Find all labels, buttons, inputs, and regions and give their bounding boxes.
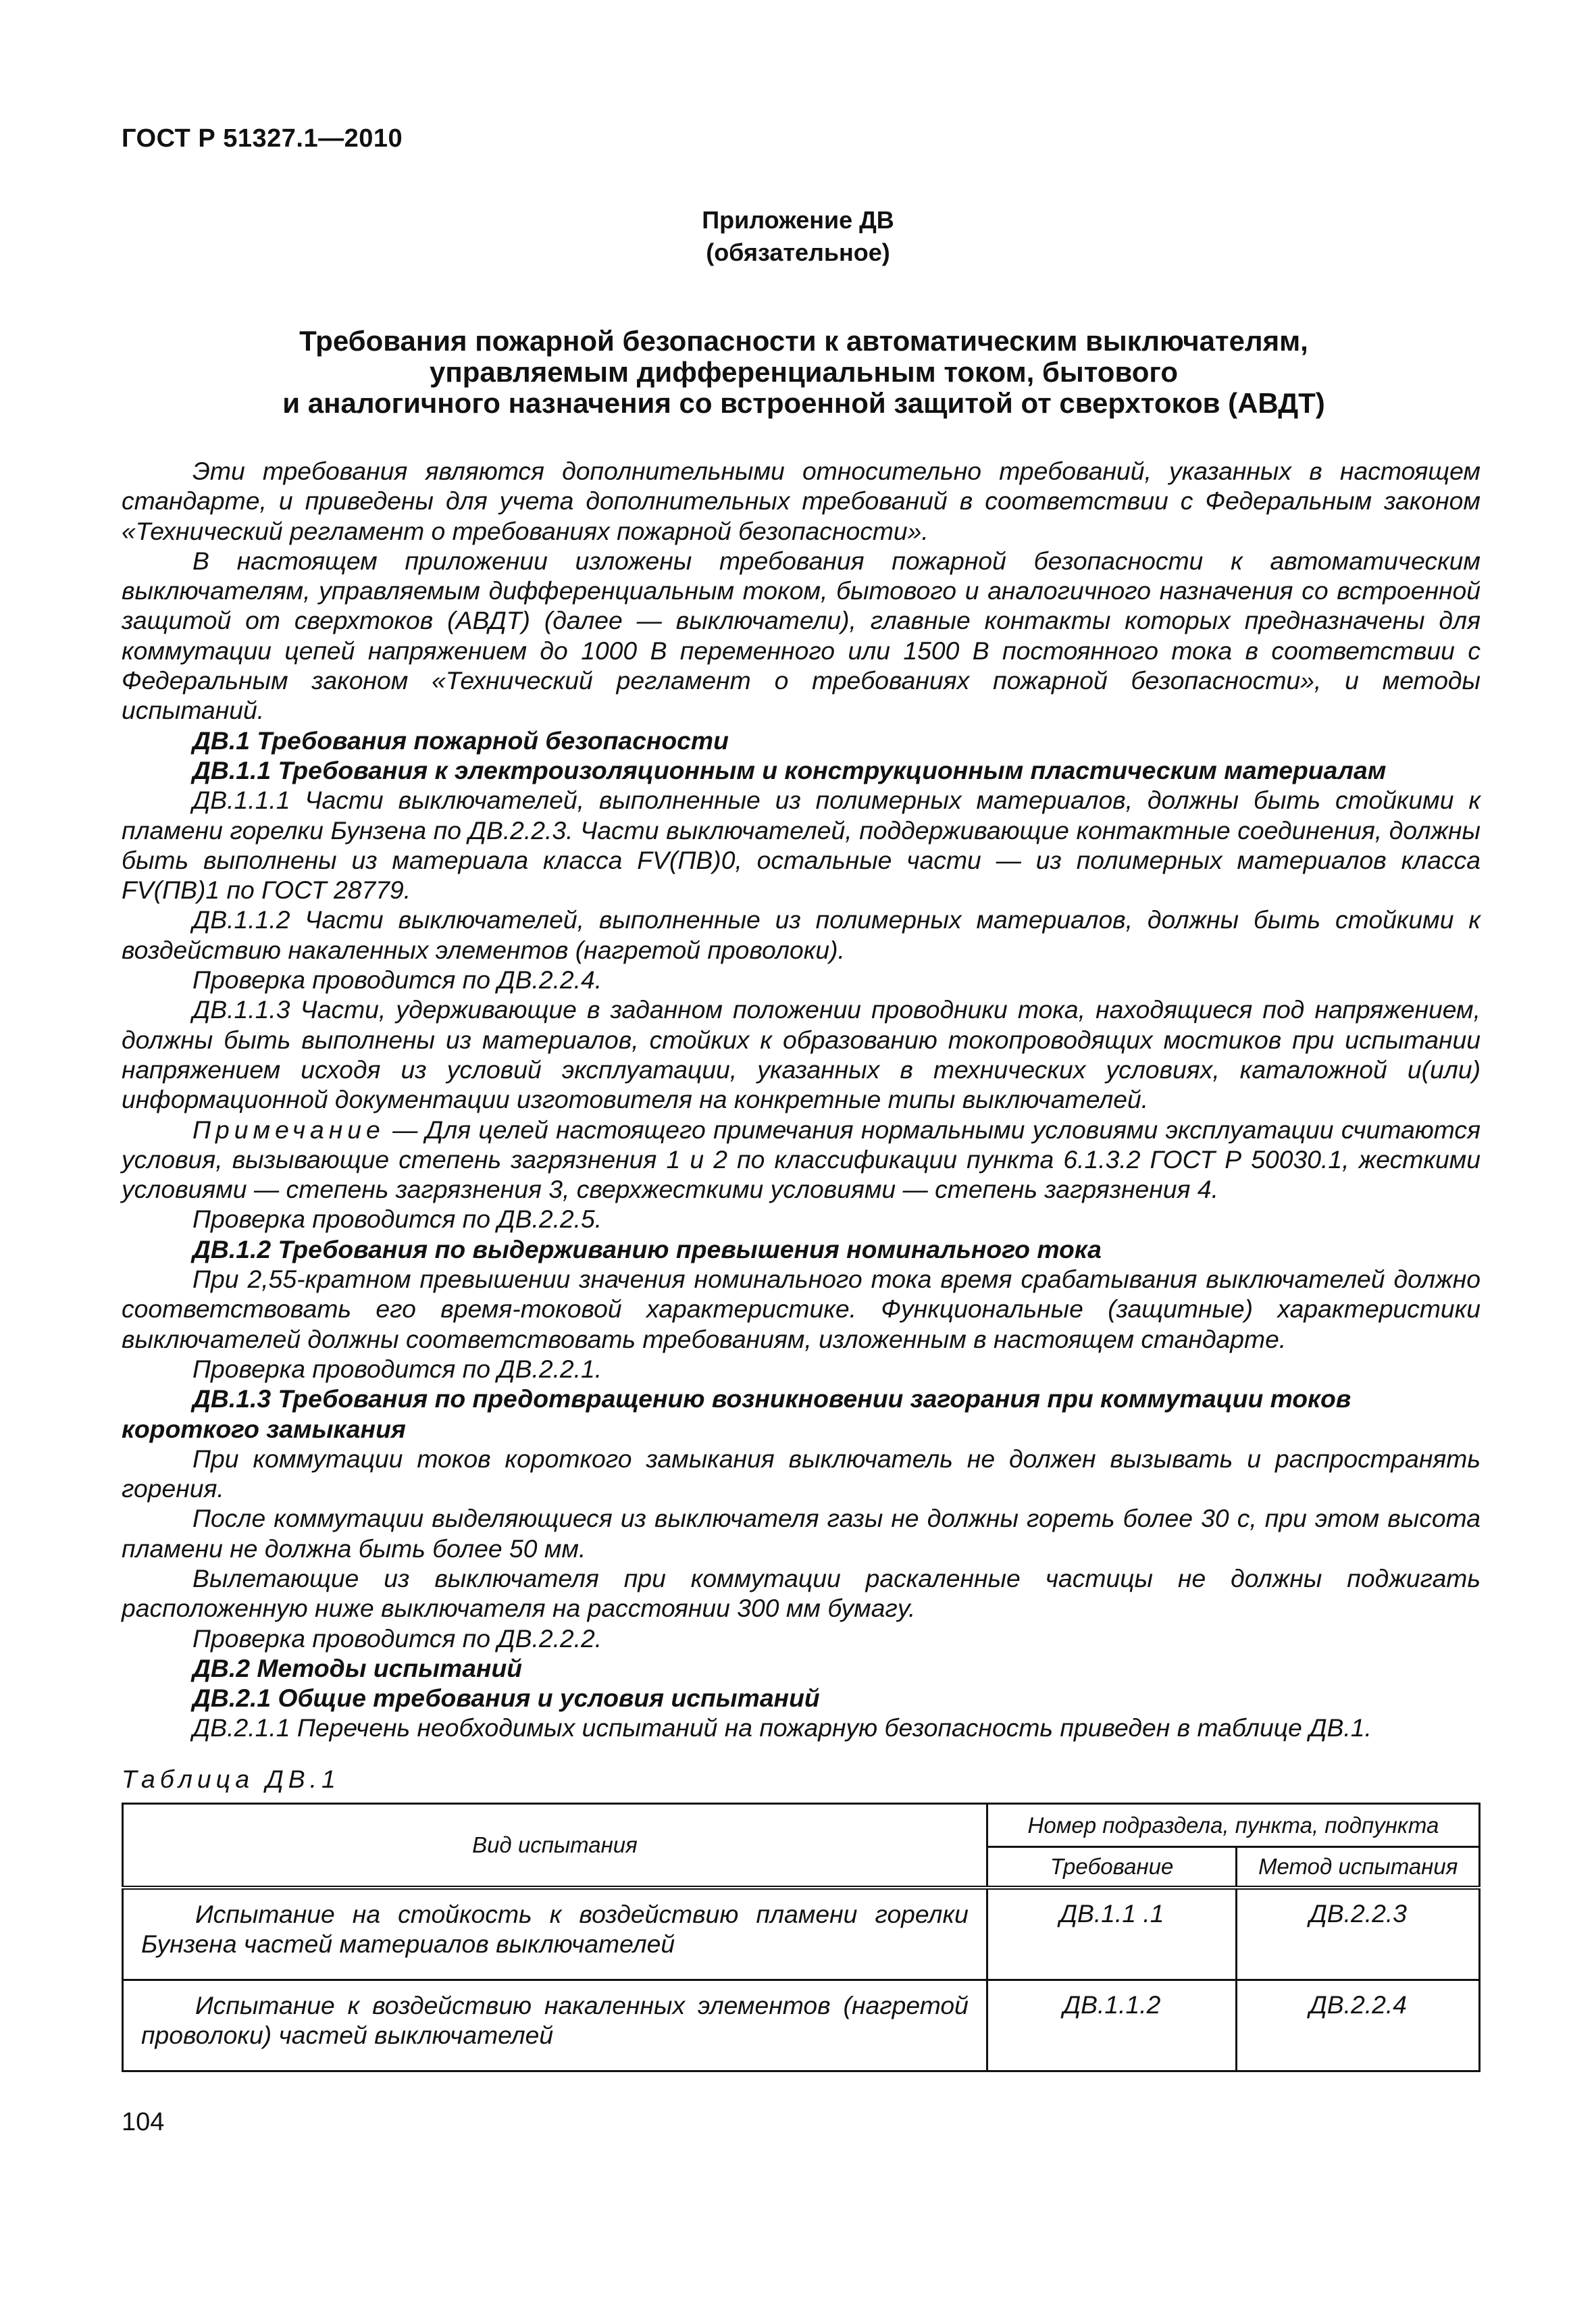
table-cell-method: ДВ.2.2.3: [1237, 1888, 1480, 1980]
section-heading-db2: ДВ.2 Методы испытаний: [192, 1653, 523, 1682]
section-heading-db11: ДВ.1.1 Требования к электроизоляционным и конструкционным пластическим материалам: [192, 755, 1387, 784]
note-text: — Для целей настоящего примечания нормальными условиями эксплуатации считаются условия, вызывающие степень загрязнения 1 и 2 по классификации пункта 6.1.3.2 ГОСТ Р 50030.1, жесткими условиями — степень загрязнения 3, сверхжесткими условиями — степень загрязнения 4.: [122, 1115, 1481, 1204]
paragraph-db13-a: При коммутации токов короткого замыкания выключатель не должен вызывать и распространять горения.: [122, 1444, 1481, 1503]
section-heading-db21: ДВ.2.1 Общие требования и условия испытаний: [192, 1684, 820, 1713]
paragraph-db13-b: После коммутации выделяющиеся из выключателя газы не должны гореть более 30 с, при этом высота пламени не должна быть более 50 мм.: [122, 1504, 1481, 1563]
document-code: ГОСТ Р 51327.1—2010: [122, 124, 403, 153]
table-cell-method: ДВ.2.2.4: [1237, 1980, 1480, 2071]
paragraph-db211: ДВ.2.1.1 Перечень необходимых испытаний на пожарную безопасность приведен в таблице ДВ.1.: [192, 1713, 1372, 1742]
paragraph-check-224: Проверка проводится по ДВ.2.2.4.: [192, 965, 602, 995]
annex-status: (обязательное): [706, 238, 890, 266]
annex-body: [122, 456, 1481, 1743]
paragraph-db13-c: Вылетающие из выключателя при коммутации раскаленные частицы не должны поджигать расположенную ниже выключателя на расстоянии 300 мм бумагу.: [122, 1563, 1481, 1623]
table-cell-requirement: ДВ.1.1.2: [987, 1980, 1237, 2071]
table-header-requirement: Требование: [987, 1847, 1237, 1888]
paragraph-check-221: Проверка проводится по ДВ.2.2.1.: [192, 1354, 602, 1383]
annex-name: Приложение ДВ: [702, 206, 894, 234]
paragraph-db112: ДВ.1.1.2 Части выключателей, выполненные из полимерных материалов, должны быть стойкими к воздействию накаленных элементов (нагретой проволоки).: [122, 905, 1481, 964]
table-cell-test: Испытание к воздействию накаленных элементов (нагретой проволоки) частей выключателей: [123, 1980, 987, 2071]
table-header-test-type: Вид испытания: [123, 1804, 987, 1888]
table-header-group: Номер подраздела, пункта, подпункта: [987, 1804, 1479, 1847]
title-line-2: управляемым дифференциальным током, бытового: [430, 356, 1178, 388]
paragraph-intro: Эти требования являются дополнительными относительно требований, указанных в настоящем стандарте, и приведены для учета дополнительных требований в соответствии с Федеральным законом «Технический регламент о требованиях пожарной безопасности».: [122, 457, 1481, 545]
paragraph-db113: ДВ.1.1.3 Части, удерживающие в заданном положении проводники тока, находящиеся под напряжением, должны быть выполнены из материалов, стойких к образованию токопроводящих мостиков при испытании напряжением исходя из условий эксплуатации, указанных в технических условиях, каталожной и(или) информационной документации изготовителя на конкретные типы выключателей.: [122, 995, 1481, 1114]
annex-heading: [0, 204, 1596, 269]
table-caption: Таблица ДВ.1: [122, 1765, 340, 1793]
note-paragraph: [122, 1115, 1481, 1205]
section-heading-db13: ДВ.1.3 Требования по предотвращению возникновении загорания при коммутации токов короткого замыкания: [122, 1384, 1352, 1443]
paragraph-check-222: Проверка проводится по ДВ.2.2.2.: [192, 1624, 602, 1653]
title-line-1: Требования пожарной безопасности к автоматическим выключателям,: [299, 325, 1308, 357]
paragraph-scope: В настоящем приложении изложены требования пожарной безопасности к автоматическим выключателям, управляемым дифференциальным током, бытового и аналогичного назначения со встроенной защитой от сверхтоков (АВДТ) (далее — выключатели), главные контакты которых предназначены для коммутации цепей напряжением до 1000 В переменного или 1500 В постоянного тока в соответствии с Федеральным законом «Технический регламент о требованиях пожарной безопасности», и методы испытаний.: [122, 546, 1481, 725]
paragraph-db111: ДВ.1.1.1 Части выключателей, выполненные из полимерных материалов, должны быть стойкими к пламени горелки Бунзена по ДВ.2.2.3. Части выключателей, поддерживающие контактные соединения, должны быть выполнены из материала класса FV(ПВ)0, остальные части — из полимерных материалов класса FV(ПВ)1 по ГОСТ 28779.: [122, 786, 1481, 905]
section-heading-db1: ДВ.1 Требования пожарной безопасности: [192, 726, 729, 755]
section-heading-db12: ДВ.1.2 Требования по выдерживанию превышения номинального тока: [192, 1234, 1102, 1263]
page-number: 104: [122, 2108, 165, 2136]
table-row: [123, 1888, 1480, 1980]
table-header-method: Метод испытания: [1237, 1847, 1480, 1888]
paragraph-check-225: Проверка проводится по ДВ.2.2.5.: [192, 1205, 602, 1234]
tests-table: [122, 1803, 1481, 2072]
table-cell-requirement: ДВ.1.1 .1: [987, 1888, 1237, 1980]
table-cell-test: Испытание на стойкость к воздействию пламени горелки Бунзена частей материалов выключателей: [123, 1888, 987, 1980]
annex-title: [176, 326, 1432, 419]
note-label: Примечание: [192, 1115, 385, 1144]
title-line-3: и аналогичного назначения со встроенной защитой от сверхтоков (АВДТ): [282, 387, 1325, 419]
table-row: [123, 1980, 1480, 2071]
table-header-row-1: [123, 1804, 1480, 1847]
paragraph-db12: При 2,55-кратном превышении значения номинального тока время срабатывания выключателей должно соответствовать его время-токовой характеристике. Функциональные (защитные) характеристики выключателей должны соответствовать требованиям, изложенным в настоящем стандарте.: [122, 1265, 1481, 1353]
